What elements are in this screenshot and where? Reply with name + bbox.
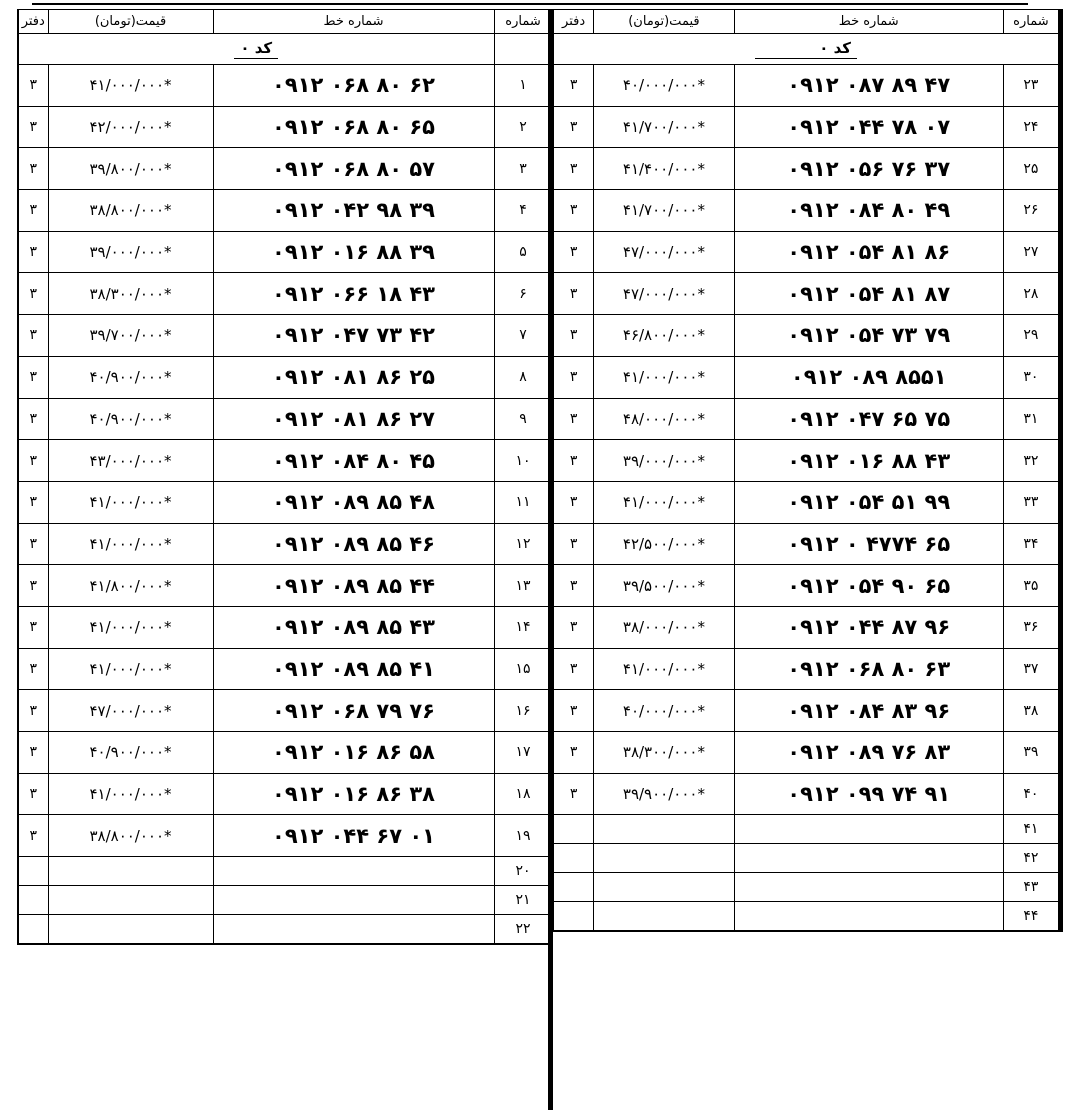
daftar-cell: ۳ (18, 565, 48, 607)
daftar-cell (554, 815, 594, 844)
daftar-cell: ۳ (554, 315, 594, 357)
line-number-cell (213, 915, 494, 945)
row-number-cell: ۲ (494, 106, 552, 148)
price-cell (594, 815, 735, 844)
daftar-cell: ۳ (554, 606, 594, 648)
line-number-cell: ۰۹۱۲ ۰۸۹ ۸۵ ۴۳ (213, 606, 494, 648)
table-row (18, 732, 552, 774)
price-cell: ۳۹/۵۰۰/۰۰۰* (594, 565, 735, 607)
price-cell: ۳۸/۳۰۰/۰۰۰* (48, 273, 213, 315)
line-number-cell: ۰۹۱۲ ۰۹۹ ۷۴ ۹۱ (734, 773, 1003, 815)
table-row (554, 606, 1061, 648)
top-rule (32, 3, 1028, 5)
line-number-cell (734, 815, 1003, 844)
daftar-cell: ۳ (554, 148, 594, 190)
line-number-cell: ۰۹۱۲ ۰۶۸ ۸۰ ۶۵ (213, 106, 494, 148)
line-number-cell: ۰۹۱۲ ۰۸۴ ۸۰ ۴۵ (213, 440, 494, 482)
price-cell: ۴۳/۰۰۰/۰۰۰* (48, 440, 213, 482)
table-row (18, 398, 552, 440)
table-row (554, 648, 1061, 690)
line-number-cell: ۰۹۱۲ ۰۶۶ ۱۸ ۴۳ (213, 273, 494, 315)
row-number-cell: ۱۴ (494, 606, 552, 648)
left-table (17, 9, 553, 945)
daftar-cell: ۳ (18, 398, 48, 440)
line-number-cell (213, 886, 494, 915)
daftar-cell: ۳ (18, 732, 48, 774)
daftar-cell: ۳ (18, 815, 48, 857)
price-cell: ۴۲/۵۰۰/۰۰۰* (594, 523, 735, 565)
row-number-cell: ۹ (494, 398, 552, 440)
row-number-cell: ۴۲ (1003, 844, 1060, 873)
price-cell: ۴۰/۰۰۰/۰۰۰* (594, 690, 735, 732)
price-cell (594, 873, 735, 902)
row-number-cell: ۱۳ (494, 565, 552, 607)
price-cell: ۴۶/۸۰۰/۰۰۰* (594, 315, 735, 357)
price-cell (48, 857, 213, 886)
price-cell: ۴۰/۹۰۰/۰۰۰* (48, 732, 213, 774)
price-cell: ۴۱/۰۰۰/۰۰۰* (48, 648, 213, 690)
daftar-cell: ۳ (554, 732, 594, 774)
daftar-cell: ۳ (18, 315, 48, 357)
price-cell: ۴۰/۹۰۰/۰۰۰* (48, 398, 213, 440)
row-number-cell: ۱۶ (494, 690, 552, 732)
daftar-cell: ۳ (554, 106, 594, 148)
price-cell: ۴۱/۰۰۰/۰۰۰* (594, 356, 735, 398)
line-number-cell: ۰۹۱۲ ۰۸۹ ۸۵۵۱ (734, 356, 1003, 398)
price-cell: ۴۰/۹۰۰/۰۰۰* (48, 356, 213, 398)
row-number-cell: ۱۷ (494, 732, 552, 774)
table-row (554, 732, 1061, 774)
price-cell: ۴۱/۰۰۰/۰۰۰* (48, 773, 213, 815)
daftar-cell: ۳ (18, 481, 48, 523)
daftar-cell: ۳ (554, 273, 594, 315)
line-number-cell: ۰۹۱۲ ۰۸۴ ۸۳ ۹۶ (734, 690, 1003, 732)
price-cell (48, 915, 213, 945)
header-line-number: شماره خط (734, 10, 1003, 34)
table-row (554, 356, 1061, 398)
daftar-cell: ۳ (554, 773, 594, 815)
price-list-sheet (17, 9, 1063, 1110)
line-number-cell: ۰۹۱۲ ۰۵۴ ۸۱ ۸۷ (734, 273, 1003, 315)
line-number-cell: ۰۹۱۲ ۰۸۱ ۸۶ ۲۷ (213, 398, 494, 440)
row-number-cell: ۲۳ (1003, 65, 1060, 107)
daftar-cell (18, 915, 48, 945)
table-row (554, 65, 1061, 107)
table-row (18, 565, 552, 607)
daftar-cell: ۳ (554, 65, 594, 107)
header-row (554, 10, 1061, 34)
row-number-cell: ۲۷ (1003, 231, 1060, 273)
table-row (554, 844, 1061, 873)
header-price: قیمت(تومان) (48, 10, 213, 34)
row-number-cell: ۴۰ (1003, 773, 1060, 815)
daftar-cell: ۳ (18, 273, 48, 315)
line-number-cell (734, 844, 1003, 873)
table-row (554, 873, 1061, 902)
table-row (554, 815, 1061, 844)
header-row-number: شماره (494, 10, 552, 34)
daftar-cell: ۳ (18, 523, 48, 565)
row-number-cell: ۳۸ (1003, 690, 1060, 732)
line-number-cell: ۰۹۱۲ ۰۸۱ ۸۶ ۲۵ (213, 356, 494, 398)
row-number-cell: ۴۱ (1003, 815, 1060, 844)
row-number-cell: ۳۹ (1003, 732, 1060, 774)
line-number-cell: ۰۹۱۲ ۰۱۶ ۸۶ ۳۸ (213, 773, 494, 815)
table-row (18, 315, 552, 357)
line-number-cell: ۰۹۱۲ ۰۸۹ ۸۵ ۴۸ (213, 481, 494, 523)
price-cell: ۴۱/۰۰۰/۰۰۰* (48, 606, 213, 648)
daftar-cell: ۳ (554, 231, 594, 273)
daftar-cell: ۳ (18, 356, 48, 398)
table-row (554, 440, 1061, 482)
row-number-cell: ۲۴ (1003, 106, 1060, 148)
table-row (554, 523, 1061, 565)
price-cell: ۴۲/۰۰۰/۰۰۰* (48, 106, 213, 148)
price-cell: ۴۰/۰۰۰/۰۰۰* (594, 65, 735, 107)
row-number-cell: ۱ (494, 65, 552, 107)
line-number-cell: ۰۹۱۲ ۰ ۴۷۷۴ ۶۵ (734, 523, 1003, 565)
line-number-cell: ۰۹۱۲ ۰۸۹ ۸۵ ۴۱ (213, 648, 494, 690)
table-row (554, 773, 1061, 815)
row-number-cell: ۳۵ (1003, 565, 1060, 607)
table-row (18, 65, 552, 107)
daftar-cell: ۳ (554, 190, 594, 232)
line-number-cell: ۰۹۱۲ ۰۵۴ ۸۱ ۸۶ (734, 231, 1003, 273)
daftar-cell: ۳ (18, 773, 48, 815)
table-row (554, 273, 1061, 315)
price-cell: ۴۷/۰۰۰/۰۰۰* (594, 273, 735, 315)
code-label-cell (554, 34, 1061, 65)
price-cell: ۴۱/۷۰۰/۰۰۰* (594, 106, 735, 148)
row-number-cell: ۱۵ (494, 648, 552, 690)
daftar-cell: ۳ (18, 648, 48, 690)
daftar-cell: ۳ (18, 606, 48, 648)
table-row (18, 148, 552, 190)
row-number-cell: ۴۳ (1003, 873, 1060, 902)
header-daftar: دفتر (18, 10, 48, 34)
table-row (18, 481, 552, 523)
daftar-cell: ۳ (554, 565, 594, 607)
daftar-cell (554, 844, 594, 873)
price-cell (48, 886, 213, 915)
daftar-cell (18, 857, 48, 886)
price-cell: ۴۸/۰۰۰/۰۰۰* (594, 398, 735, 440)
line-number-cell: ۰۹۱۲ ۰۵۴ ۵۱ ۹۹ (734, 481, 1003, 523)
line-number-cell: ۰۹۱۲ ۰۴۴ ۸۷ ۹۶ (734, 606, 1003, 648)
row-number-cell: ۳ (494, 148, 552, 190)
price-cell: ۴۱/۸۰۰/۰۰۰* (48, 565, 213, 607)
line-number-cell: ۰۹۱۲ ۰۶۸ ۸۰ ۵۷ (213, 148, 494, 190)
price-cell: ۳۹/۷۰۰/۰۰۰* (48, 315, 213, 357)
table-row (554, 565, 1061, 607)
price-cell: ۳۹/۹۰۰/۰۰۰* (594, 773, 735, 815)
row-number-cell: ۵ (494, 231, 552, 273)
price-cell: ۴۱/۰۰۰/۰۰۰* (48, 523, 213, 565)
table-row (18, 356, 552, 398)
table-row (18, 690, 552, 732)
table-row (18, 440, 552, 482)
row-number-cell: ۲۰ (494, 857, 552, 886)
line-number-cell: ۰۹۱۲ ۰۴۷ ۷۳ ۴۲ (213, 315, 494, 357)
daftar-cell (18, 886, 48, 915)
line-number-cell: ۰۹۱۲ ۰۸۷ ۸۹ ۴۷ (734, 65, 1003, 107)
price-cell: ۳۹/۰۰۰/۰۰۰* (48, 231, 213, 273)
price-cell (594, 844, 735, 873)
table-row (554, 481, 1061, 523)
daftar-cell: ۳ (554, 356, 594, 398)
table-row (554, 106, 1061, 148)
code-row (554, 34, 1061, 65)
table-row (18, 273, 552, 315)
row-number-cell: ۱۹ (494, 815, 552, 857)
header-row (18, 10, 552, 34)
price-cell: ۳۸/۸۰۰/۰۰۰* (48, 815, 213, 857)
table-row (18, 523, 552, 565)
daftar-cell: ۳ (554, 648, 594, 690)
table-row (18, 915, 552, 945)
table-row (18, 231, 552, 273)
row-number-cell: ۳۲ (1003, 440, 1060, 482)
price-cell: ۴۷/۰۰۰/۰۰۰* (594, 231, 735, 273)
line-number-cell: ۰۹۱۲ ۰۴۲ ۹۸ ۳۹ (213, 190, 494, 232)
daftar-cell (554, 902, 594, 932)
daftar-cell: ۳ (554, 398, 594, 440)
price-cell: ۴۷/۰۰۰/۰۰۰* (48, 690, 213, 732)
line-number-cell: ۰۹۱۲ ۰۱۶ ۸۶ ۵۸ (213, 732, 494, 774)
row-number-cell: ۴ (494, 190, 552, 232)
code-label: کد ۰ (234, 39, 278, 59)
line-number-cell: ۰۹۱۲ ۰۸۹ ۸۵ ۴۶ (213, 523, 494, 565)
row-number-cell: ۳۶ (1003, 606, 1060, 648)
row-number-cell: ۳۳ (1003, 481, 1060, 523)
daftar-cell: ۳ (18, 65, 48, 107)
header-line-number: شماره خط (213, 10, 494, 34)
line-number-cell: ۰۹۱۲ ۰۶۸ ۸۰ ۶۳ (734, 648, 1003, 690)
price-cell: ۴۱/۰۰۰/۰۰۰* (594, 648, 735, 690)
row-number-cell: ۲۹ (1003, 315, 1060, 357)
daftar-cell: ۳ (18, 190, 48, 232)
daftar-cell: ۳ (18, 690, 48, 732)
line-number-cell: ۰۹۱۲ ۰۵۶ ۷۶ ۳۷ (734, 148, 1003, 190)
line-number-cell: ۰۹۱۲ ۰۴۷ ۶۵ ۷۵ (734, 398, 1003, 440)
header-daftar: دفتر (554, 10, 594, 34)
row-number-cell: ۱۸ (494, 773, 552, 815)
line-number-cell: ۰۹۱۲ ۰۴۴ ۶۷ ۰۱ (213, 815, 494, 857)
line-number-cell (213, 857, 494, 886)
daftar-cell: ۳ (554, 440, 594, 482)
daftar-cell: ۳ (554, 690, 594, 732)
price-cell: ۳۹/۸۰۰/۰۰۰* (48, 148, 213, 190)
right-table (553, 9, 1063, 932)
price-cell: ۴۱/۴۰۰/۰۰۰* (594, 148, 735, 190)
daftar-cell: ۳ (18, 440, 48, 482)
table-row (18, 815, 552, 857)
code-label-cell (18, 34, 494, 65)
price-cell: ۴۱/۰۰۰/۰۰۰* (48, 65, 213, 107)
empty-cell (494, 34, 552, 65)
row-number-cell: ۳۰ (1003, 356, 1060, 398)
daftar-cell: ۳ (18, 106, 48, 148)
header-row-number: شماره (1003, 10, 1060, 34)
price-cell: ۳۸/۸۰۰/۰۰۰* (48, 190, 213, 232)
price-cell: ۴۱/۰۰۰/۰۰۰* (48, 481, 213, 523)
row-number-cell: ۳۱ (1003, 398, 1060, 440)
price-cell: ۳۸/۳۰۰/۰۰۰* (594, 732, 735, 774)
table-row (18, 773, 552, 815)
daftar-cell: ۳ (554, 481, 594, 523)
line-number-cell (734, 873, 1003, 902)
row-number-cell: ۲۵ (1003, 148, 1060, 190)
line-number-cell: ۰۹۱۲ ۰۶۸ ۸۰ ۶۲ (213, 65, 494, 107)
price-cell: ۳۸/۰۰۰/۰۰۰* (594, 606, 735, 648)
table-row (554, 148, 1061, 190)
line-number-cell: ۰۹۱۲ ۰۸۹ ۸۵ ۴۴ (213, 565, 494, 607)
row-number-cell: ۱۰ (494, 440, 552, 482)
table-row (554, 902, 1061, 932)
daftar-cell (554, 873, 594, 902)
price-cell: ۴۱/۷۰۰/۰۰۰* (594, 190, 735, 232)
price-cell (594, 902, 735, 932)
row-number-cell: ۱۲ (494, 523, 552, 565)
code-label: کد ۰ (755, 39, 857, 59)
table-row (18, 886, 552, 915)
line-number-cell: ۰۹۱۲ ۰۱۶ ۸۸ ۳۹ (213, 231, 494, 273)
table-row (554, 398, 1061, 440)
row-number-cell: ۳۴ (1003, 523, 1060, 565)
row-number-cell: ۳۷ (1003, 648, 1060, 690)
header-price: قیمت(تومان) (594, 10, 735, 34)
line-number-cell: ۰۹۱۲ ۰۸۴ ۸۰ ۴۹ (734, 190, 1003, 232)
table-row (18, 606, 552, 648)
table-row (554, 690, 1061, 732)
line-number-cell: ۰۹۱۲ ۰۱۶ ۸۸ ۴۳ (734, 440, 1003, 482)
price-cell: ۴۱/۰۰۰/۰۰۰* (594, 481, 735, 523)
code-row (18, 34, 552, 65)
daftar-cell: ۳ (554, 523, 594, 565)
line-number-cell (734, 902, 1003, 932)
daftar-cell: ۳ (18, 231, 48, 273)
line-number-cell: ۰۹۱۲ ۰۴۴ ۷۸ ۰۷ (734, 106, 1003, 148)
daftar-cell: ۳ (18, 148, 48, 190)
line-number-cell: ۰۹۱۲ ۰۶۸ ۷۹ ۷۶ (213, 690, 494, 732)
table-row (18, 857, 552, 886)
table-row (18, 190, 552, 232)
line-number-cell: ۰۹۱۲ ۰۵۴ ۹۰ ۶۵ (734, 565, 1003, 607)
row-number-cell: ۶ (494, 273, 552, 315)
row-number-cell: ۲۶ (1003, 190, 1060, 232)
row-number-cell: ۱۱ (494, 481, 552, 523)
row-number-cell: ۷ (494, 315, 552, 357)
row-number-cell: ۴۴ (1003, 902, 1060, 932)
row-number-cell: ۸ (494, 356, 552, 398)
table-row (554, 231, 1061, 273)
table-row (18, 648, 552, 690)
table-row (18, 106, 552, 148)
price-cell: ۳۹/۰۰۰/۰۰۰* (594, 440, 735, 482)
row-number-cell: ۲۲ (494, 915, 552, 945)
table-row (554, 315, 1061, 357)
row-number-cell: ۲۸ (1003, 273, 1060, 315)
row-number-cell: ۲۱ (494, 886, 552, 915)
line-number-cell: ۰۹۱۲ ۰۵۴ ۷۳ ۷۹ (734, 315, 1003, 357)
line-number-cell: ۰۹۱۲ ۰۸۹ ۷۶ ۸۳ (734, 732, 1003, 774)
table-row (554, 190, 1061, 232)
